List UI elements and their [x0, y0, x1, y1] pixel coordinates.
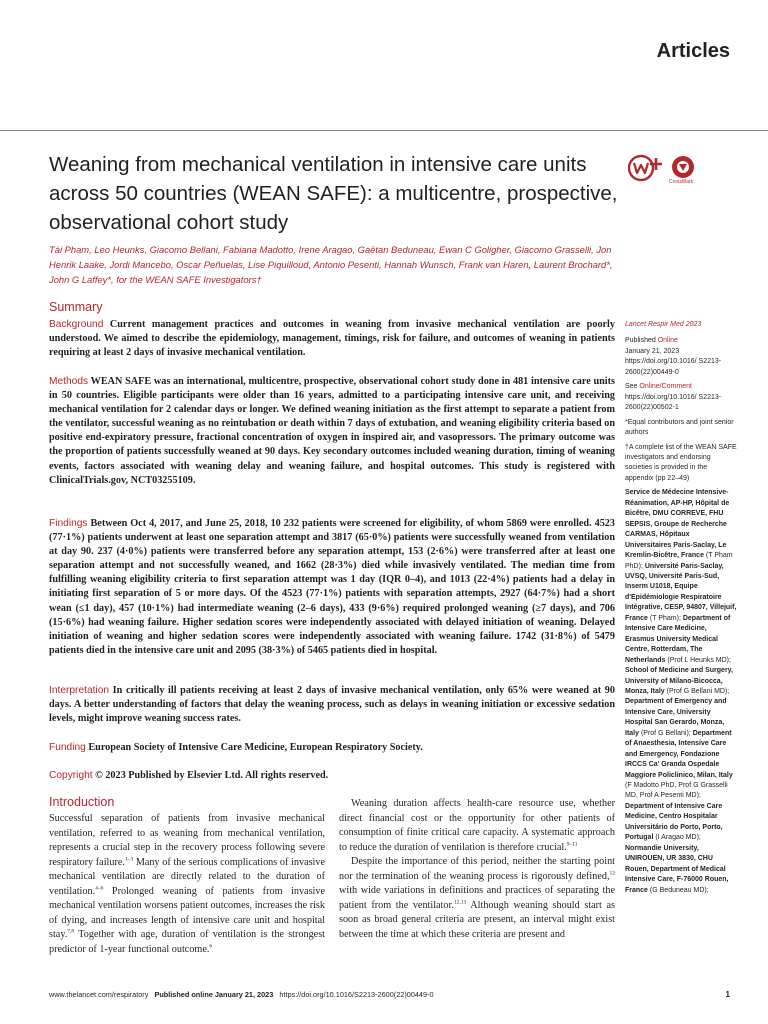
sidebar-see-doi[interactable]: https://doi.org/10.1016/ S2213-2600(22)00502-1 — [625, 393, 722, 412]
article-logos — [627, 152, 707, 188]
background-text: Current management practices and outcomes in weaning from invasive mechanical ventilation are poorly understood. We aimed to describe the epidemiology, management, timings, risk for failure, and outcomes of weaning in patients requiring at least 2 days of invasive mechanical ventilation. — [49, 319, 615, 359]
summary-funding — [49, 741, 615, 755]
copyright-label: Copyright — [49, 770, 93, 781]
sidebar-published-date: January 21, 2023 — [625, 347, 680, 355]
footer-doi[interactable]: https://doi.org/10.1016/S2213-2600(22)00449-0 — [279, 990, 434, 999]
intro-column-1 — [49, 812, 325, 957]
copyright-text: © 2023 Published by Elsevier Ltd. All rights reserved. — [95, 770, 329, 781]
summary-heading: Summary — [49, 300, 103, 314]
summary-findings — [49, 517, 615, 658]
page-number: 1 — [725, 990, 730, 999]
crossmark-icon: CrossMark — [669, 179, 694, 185]
funding-text: European Society of Intensive Care Medicine, European Respiratory Society. — [88, 742, 423, 753]
methods-label: Methods — [49, 376, 89, 387]
sidebar-see: See Online/Comment — [625, 383, 692, 391]
sidebar-equal-contributors: *Equal contributors and joint senior authors — [625, 418, 734, 437]
interpretation-text: In critically ill patients receiving at least 2 days of invasive mechanical ventilation, only 65% were weaned at 90 days. A better understanding of factors that delay the weaning process, such as delays in weaning initiation or excessive sedation levels, might improve weaning success rates. — [49, 685, 615, 725]
open-access-icon — [627, 152, 707, 188]
intro-paragraph: Despite the importance of this period, neither the starting point nor the termination of the weaning process is rigorously defined,$^{12}$ with wide variations in definitions and practices of separating the patient from the ventilator.$^{12,13}$ Although weaning should start as soon as broad general criteria are present, an interval might exist between the time at which these criteria are present and — [339, 856, 615, 940]
footer-published: Published online January 21, 2023 — [154, 990, 274, 999]
page-footer — [49, 990, 729, 999]
intro-paragraph: Weaning duration affects health-care resource use, whether direct financial cost or the opportunity for other patients of consumption of finite critical care capacity. A systematic approach to reduce the duration of ventilation is therefore crucial.$^{9-11}$ — [339, 798, 615, 853]
findings-label: Findings — [49, 518, 88, 529]
article-sidebar — [625, 320, 737, 896]
methods-text: WEAN SAFE was an international, multicentre, prospective, observational cohort study done in 481 intensive care units in 50 countries. Eligible participants were older than 16 years, admitted to a participating intensive care unit, and receiving mechanical ventilation for 2 calendar days or longer. We defined weaning initiation as the first attempt to separate a patient from the ventilator, successful weaning as no reintubation or death within 7 days of extubation, and weaning eligibility criteria based on positive end-expiratory pressure, fractional concentration of oxygen in inspired air, and vasopressors. The primary outcome was the proportion of patients successfully weaned at 90 days. Key secondary outcomes included weaning duration, timing of weaning events, factors associated with weaning delay and weaning failure, and hospital outcomes. This study is registered with ClinicalTrials.gov, NCT03255109. — [49, 376, 615, 486]
summary-methods — [49, 375, 615, 488]
sidebar-journal: Lancet Respir Med 2023 — [625, 321, 702, 328]
sidebar-investigators-note: †A complete list of the WEAN SAFE investigators and endorsing societies is provided in the appendix (pp 22–49) — [625, 443, 737, 482]
online-link[interactable]: Online — [657, 337, 678, 345]
section-label: Articles — [656, 40, 730, 62]
funding-label: Funding — [49, 742, 86, 753]
header-rule — [0, 130, 768, 131]
findings-text: Between Oct 4, 2017, and June 25, 2018, 10 232 patients were screened for eligibility, of whom 5869 were enrolled. 4523 (77·1%) patients underwent at least one separation attempt and 3817 (65·0%) patients were successfully weaned from ventilation at day 90. 237 (4·0%) patients were transferred before any separation attempt, 153 (2·6%) were transferred after at least one separation attempt and not successfully weaned, and 1662 (28·3%) died while invasively ventilated. The median time from fulfilling weaning eligibility criteria to first separation attempt was 1 day (IQR 0–4), and 1013 (22·4%) patients had a delay in initiating first separation of 5 or more days. Of the 4523 (77·1%) patients with separation attempts, 2927 (64·7%) had a short wean (≤1 day), 457 (10·1%) had intermediate weaning (2–6 days), 433 (9·6%) required prolonged weaning (≥7 days), and 706 (15·6%) had weaning failure. Higher sedation scores were independently associated with delayed initiation of weaning. Delayed initiation of weaning and higher sedation scores were independently associated with weaning failure. 1742 (31·8%) of 5479 patients died in the intensive care unit and 2095 (38·3%) of 5465 patients died in hospital. — [49, 518, 615, 656]
sidebar-affiliations: Service de Médecine Intensive-Réanimation, AP-HP, Hôpital de Bicêtre, DMU CORREVE, FHU SEPSIS, Groupe de Recherche CARMAS, Hôpitaux Universitaires Paris-Saclay, Le Kremlin-Bicêtre, France (T Pham PhD); Université Paris-Saclay, UVSQ, Université Paris-Sud, Inserm U1018, Equipe d'Epidémiologie Respiratoire Intégrative, CESP, 94807, Villejuif, France (T Pham); Department of Intensive Care Medicine, Erasmus University Medical Centre, Rotterdam, The Netherlands (Prof L Heunks MD); School of Medicine and Surgery, University of Milano-Bicocca, Monza, Italy (Prof G Bellani MD); Department of Emergency and Intensive Care, University Hospital San Gerardo, Monza, Italy (Prof G Bellani); Department of Anaesthesia, Intensive Care and Emergency, Fondazione IRCCS Ca' Granda Ospedale Maggiore Policlinico, Milan, Italy (F Madotto PhD, Prof G Grasselli MD, Prof A Pesenti MD); Department of Intensive Care Medicine, Centro Hospitalar Universitário do Porto, Porto, Portugal (I Aragao MD); Normandie University, UNIROUEN, UR 3830, CHU Rouen, Department of Medical Intensive Care, F-76000 Rouen, France (G Beduneau MD); — [625, 489, 737, 894]
sidebar-published-doi[interactable]: https://doi.org/10.1016/ S2213-2600(22)00449-0 — [625, 358, 722, 376]
author-list: Tài Pham, Leo Heunks, Giacomo Bellani, Fabiana Madotto, Irene Aragao, Gaëtan Beduneau, Ewan C Goligher, Giacomo Grasselli, Jon Henrik Laake, Jordi Mancebo, Oscar Peñuelas, Lise Piquilloud, Antonio Pesenti, Hannah Wunsch, Frank van Haren, Laurent Brochard*, John G Laffey*, for the WEAN SAFE Investigators† — [49, 244, 613, 286]
intro-paragraph: Successful separation of patients from invasive mechanical ventilation, referred to as weaning from mechanical ventilation, represents a crucial step in the recovery process following severe respiratory failure.$^{1-3}$ Many of the serious complications of invasive mechanical ventilation are directly related to the duration of ventilation.$^{4-6}$ Prolonged weaning of patients from invasive mechanical ventilation worsens patient outcomes, increases the risk of dying, and increases length of intensive care unit and hospital stay.$^{7,8}$ Together with age, duration of ventilation is the strongest predictor of 1-year functional outcome.$^6$ — [49, 813, 325, 955]
summary-background — [49, 318, 615, 360]
comment-link[interactable]: Online/Comment — [639, 383, 692, 391]
summary-copyright — [49, 769, 615, 783]
article-title: Weaning from mechanical ventilation in intensive care units across 50 countries (WEAN SAFE): a multicentre, prospective, observational cohort study — [49, 153, 618, 234]
background-label: Background — [49, 319, 104, 330]
interpretation-label: Interpretation — [49, 685, 110, 696]
sidebar-published: Published Online — [625, 337, 678, 345]
introduction-heading: Introduction — [49, 795, 115, 809]
footer-url[interactable]: www.thelancet.com/respiratory — [49, 990, 149, 999]
summary-interpretation — [49, 684, 615, 726]
intro-column-2 — [339, 797, 615, 942]
